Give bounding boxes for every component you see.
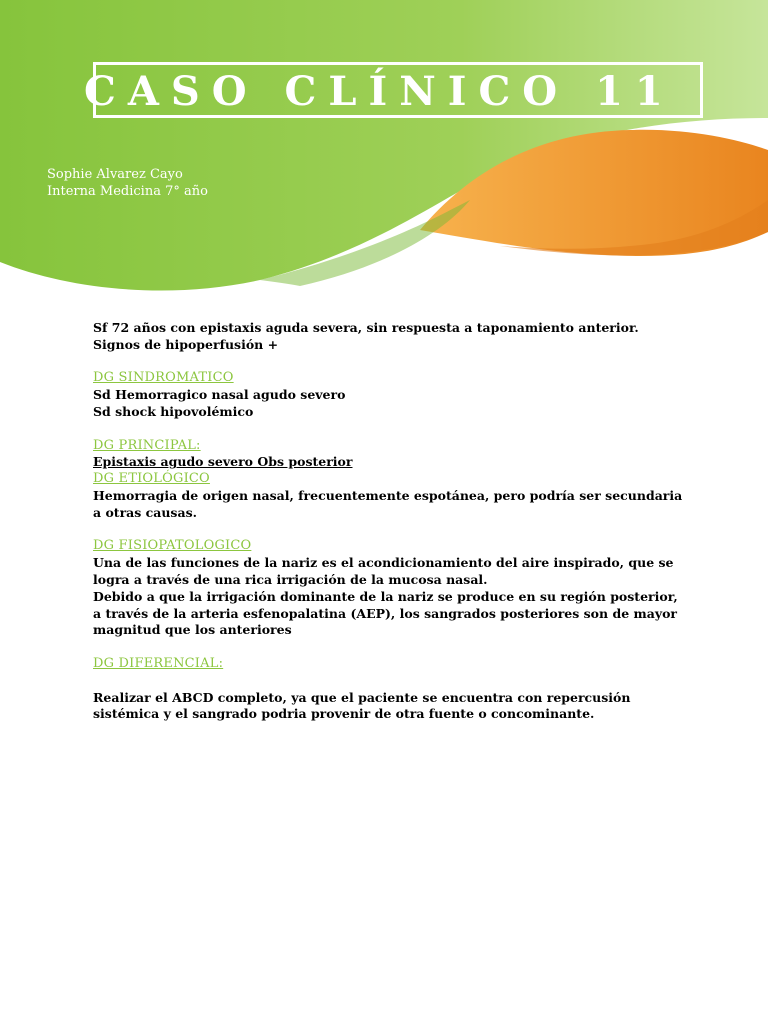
heading-principal: DG PRINCIPAL: <box>93 437 201 453</box>
case-content <box>93 320 683 723</box>
sindromatico-line-2: Sd shock hipovolémico <box>93 403 254 419</box>
page-title: CASO CLÍNICO 11 <box>84 68 675 115</box>
author-name: Sophie Alvarez Cayo <box>47 167 183 182</box>
heading-etiologico: DG ETIOLÓGICO <box>93 471 210 487</box>
heading-diferencial: DG DIFERENCIAL: <box>93 655 224 671</box>
author-role: Interna Medicina 7° año <box>47 184 208 199</box>
author-block <box>47 166 208 200</box>
diferencial-text: Realizar el ABCD completo, ya que el paciente se encuentra con repercusión sistémica y el sangrado podria provenir de otra fuente o concominante. <box>93 689 631 722</box>
principal-text: Epistaxis agudo severo Obs posterior <box>93 454 353 470</box>
fisiopatologico-text-1: Una de las funciones de la nariz es el acondicionamiento del aire inspirado, que se logra a través de una rica irrigación de la mucosa nasal. <box>93 555 674 587</box>
header-banner <box>0 0 768 300</box>
sindromatico-line-1: Sd Hemorragico nasal agudo severo <box>93 387 346 403</box>
case-intro: Sf 72 años con epistaxis aguda severa, sin respuesta a taponamiento anterior. Signos de hipoperfusión + <box>93 320 639 352</box>
heading-fisiopatologico: DG FISIOPATOLOGICO <box>93 538 252 554</box>
etiologico-text: Hemorragia de origen nasal, frecuentemente espotánea, pero podría ser secundaria a otras causas. <box>93 487 683 520</box>
heading-sindromatico: DG SINDROMATICO <box>93 370 234 386</box>
fisiopatologico-text-2: Debido a que la irrigación dominante de la nariz se produce en su región posterior, a través de la arteria esfenopalatina (AEP), los sangrados posteriores son de mayor magnitud que los anteriores <box>93 588 678 638</box>
